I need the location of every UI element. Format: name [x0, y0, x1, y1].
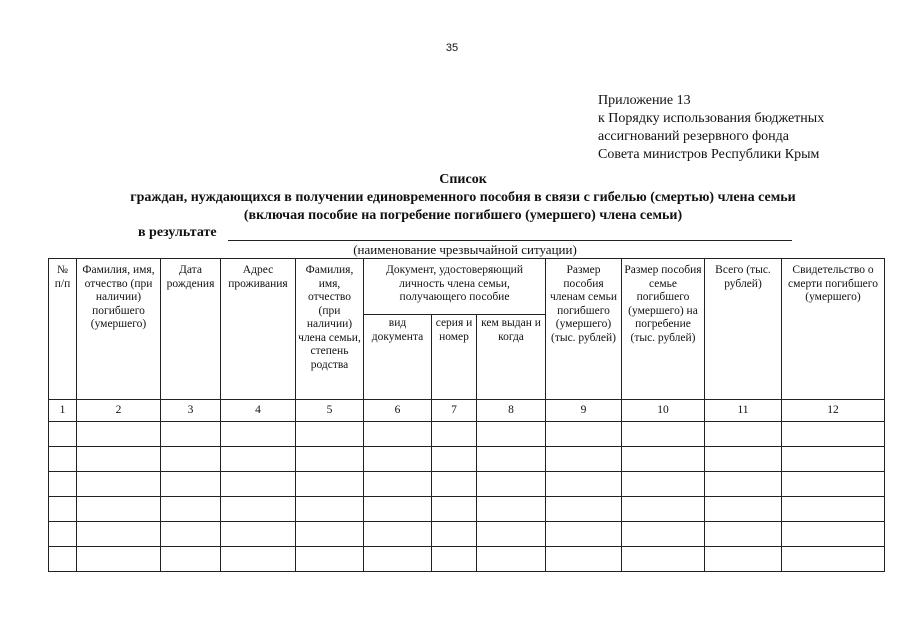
column-number: 5	[296, 400, 364, 422]
header-family-benefit: Размер пособия членам семьи погибшего (умершего) (тыс. рублей)	[546, 259, 622, 400]
header-family-member-name: Фамилия, имя, отчество (при наличии) члена семьи, степень родства	[296, 259, 364, 400]
header-deceased-name: Фамилия, имя, отчество (при наличии) погибшего (умершего)	[77, 259, 161, 400]
recipients-table	[48, 258, 885, 572]
result-field	[138, 225, 798, 243]
header-document-group: Документ, удостоверяющий личность члена семьи, получающего пособие	[364, 259, 546, 315]
title-heading: Список	[439, 172, 487, 187]
page-number: 35	[445, 42, 459, 54]
title-line-2: (включая пособие на погребение погибшего (умершего) члена семьи)	[243, 208, 683, 223]
emergency-name-caption: (наименование чрезвычайной ситуации)	[353, 242, 577, 257]
header-total: Всего (тыс. рублей)	[705, 259, 782, 400]
appendix-line: Приложение 13	[598, 93, 691, 108]
title-line-1: граждан, нуждающихся в получении единовременного пособия в связи с гибелью (смертью) члена семьи	[130, 190, 796, 205]
column-number: 1	[49, 400, 77, 422]
header-document-issuer: кем выдан и когда	[477, 315, 546, 400]
appendix-line: Совета министров Республики Крым	[598, 147, 820, 162]
column-numbers-row	[49, 400, 885, 422]
header-birth-date: Дата рождения	[161, 259, 221, 400]
column-number: 8	[477, 400, 546, 422]
header-document-type: вид документа	[364, 315, 432, 400]
column-number: 10	[622, 400, 705, 422]
table-row	[49, 447, 885, 472]
column-number: 3	[161, 400, 221, 422]
result-label: в результате	[138, 225, 217, 240]
column-number: 4	[221, 400, 296, 422]
table-row	[49, 497, 885, 522]
column-number: 11	[705, 400, 782, 422]
column-number: 12	[782, 400, 885, 422]
header-death-certificate: Свидетельство о смерти погибшего (умершего)	[782, 259, 885, 400]
table-row	[49, 547, 885, 572]
column-number: 9	[546, 400, 622, 422]
table-row	[49, 422, 885, 447]
header-row-1	[49, 259, 885, 315]
column-number: 2	[77, 400, 161, 422]
column-number: 7	[432, 400, 477, 422]
appendix-line: к Порядку использования бюджетных	[598, 111, 825, 126]
emergency-name-line	[228, 240, 792, 241]
table-row	[49, 522, 885, 547]
column-number: 6	[364, 400, 432, 422]
appendix-line: ассигнований резервного фонда	[598, 129, 790, 144]
header-address: Адрес проживания	[221, 259, 296, 400]
header-num: № п/п	[49, 259, 77, 400]
header-document-number: серия и номер	[432, 315, 477, 400]
header-burial-benefit: Размер пособия семье погибшего (умершего) на погребение (тыс. рублей)	[622, 259, 705, 400]
table-row	[49, 472, 885, 497]
document-title	[60, 171, 866, 225]
appendix-note	[598, 92, 898, 164]
